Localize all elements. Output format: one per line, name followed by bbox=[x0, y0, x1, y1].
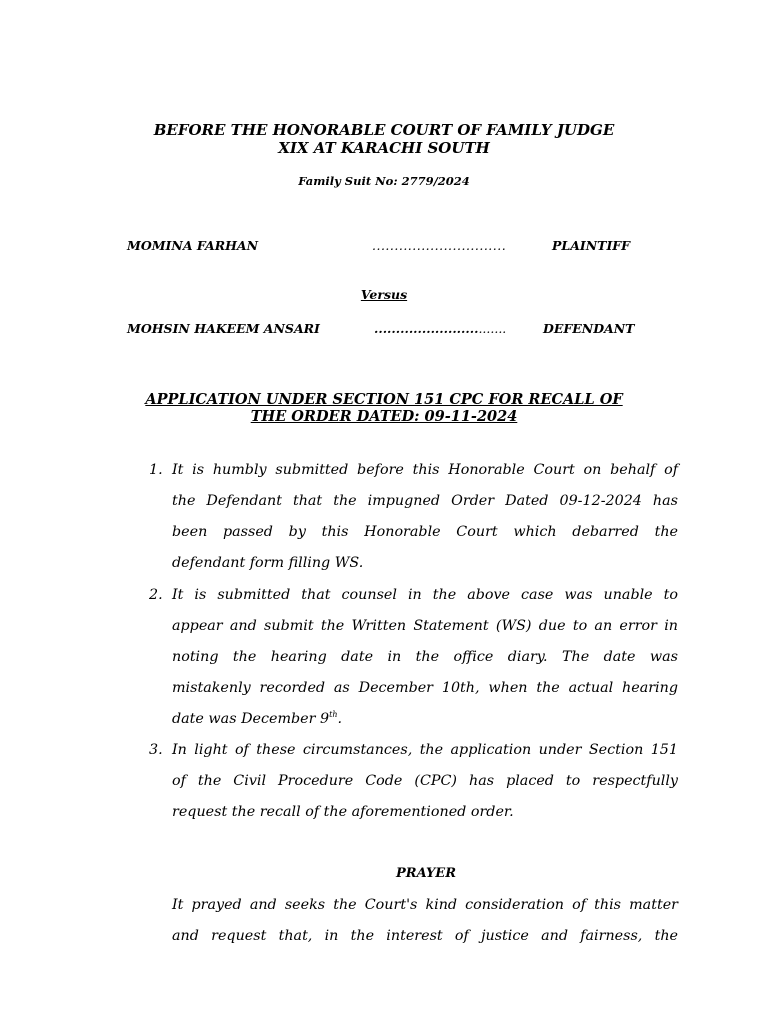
paragraph-2-superscript: th bbox=[329, 710, 338, 720]
paragraph-2-line-3: noting the hearing date in the office diary. The date was bbox=[172, 649, 678, 665]
application-title-line-1: APPLICATION UNDER SECTION 151 CPC FOR RECALL OF bbox=[145, 391, 623, 408]
paragraph-2-line-1: It is submitted that counsel in the above case was unable to bbox=[172, 587, 678, 603]
paragraph-2-line-2: appear and submit the Written Statement (WS) due to an error in bbox=[172, 618, 678, 634]
defendant-separator-light: ....... bbox=[478, 321, 507, 336]
court-heading-line-2: XIX AT KARACHI SOUTH bbox=[278, 139, 490, 157]
paragraph-2-line-5-text: date was December 9 bbox=[172, 711, 330, 727]
defendant-name: MOHSIN HAKEEM ANSARI bbox=[127, 321, 320, 336]
paragraph-3-line-1: In light of these circumstances, the application under Section 151 bbox=[172, 742, 678, 758]
paragraph-1-line-2: the Defendant that the impugned Order Dated 09-12-2024 has bbox=[172, 493, 678, 509]
prayer-line-1: It prayed and seeks the Court's kind consideration of this matter bbox=[172, 897, 678, 913]
paragraph-3-number: 3. bbox=[149, 742, 163, 758]
plaintiff-name: MOMINA FARHAN bbox=[127, 238, 259, 253]
paragraph-2-period: . bbox=[337, 711, 343, 727]
paragraph-2-line-5 bbox=[172, 709, 678, 729]
versus-label: Versus bbox=[360, 287, 408, 302]
suit-number: Family Suit No: 2779/2024 bbox=[298, 174, 470, 188]
court-heading-line-1: BEFORE THE HONORABLE COURT OF FAMILY JUDGE bbox=[153, 121, 615, 139]
paragraph-2-number: 2. bbox=[149, 587, 163, 603]
paragraph-3-line-2: of the Civil Procedure Code (CPC) has placed to respectfully bbox=[172, 773, 678, 789]
prayer-heading: PRAYER bbox=[395, 866, 456, 881]
paragraph-2-line-4: mistakenly recorded as December 10th, when the actual hearing bbox=[172, 680, 678, 696]
defendant-separator-bold: ........................ bbox=[374, 321, 479, 336]
paragraph-1-number: 1. bbox=[149, 462, 163, 478]
paragraph-1-line-4: defendant form filling WS. bbox=[172, 555, 364, 571]
plaintiff-role: PLAINTIFF bbox=[552, 238, 631, 253]
paragraph-1-line-1: It is humbly submitted before this Honorable Court on behalf of bbox=[172, 462, 678, 478]
plaintiff-separator: .............................. bbox=[372, 238, 507, 253]
prayer-line-2: and request that, in the interest of justice and fairness, the bbox=[172, 928, 678, 944]
application-title-line-2: THE ORDER DATED: 09-11-2024 bbox=[250, 408, 518, 425]
paragraph-3-line-3: request the recall of the aforementioned order. bbox=[172, 804, 514, 820]
paragraph-1-line-3: been passed by this Honorable Court which debarred the bbox=[172, 524, 678, 540]
defendant-separator bbox=[374, 321, 506, 336]
defendant-role: DEFENDANT bbox=[543, 321, 635, 336]
